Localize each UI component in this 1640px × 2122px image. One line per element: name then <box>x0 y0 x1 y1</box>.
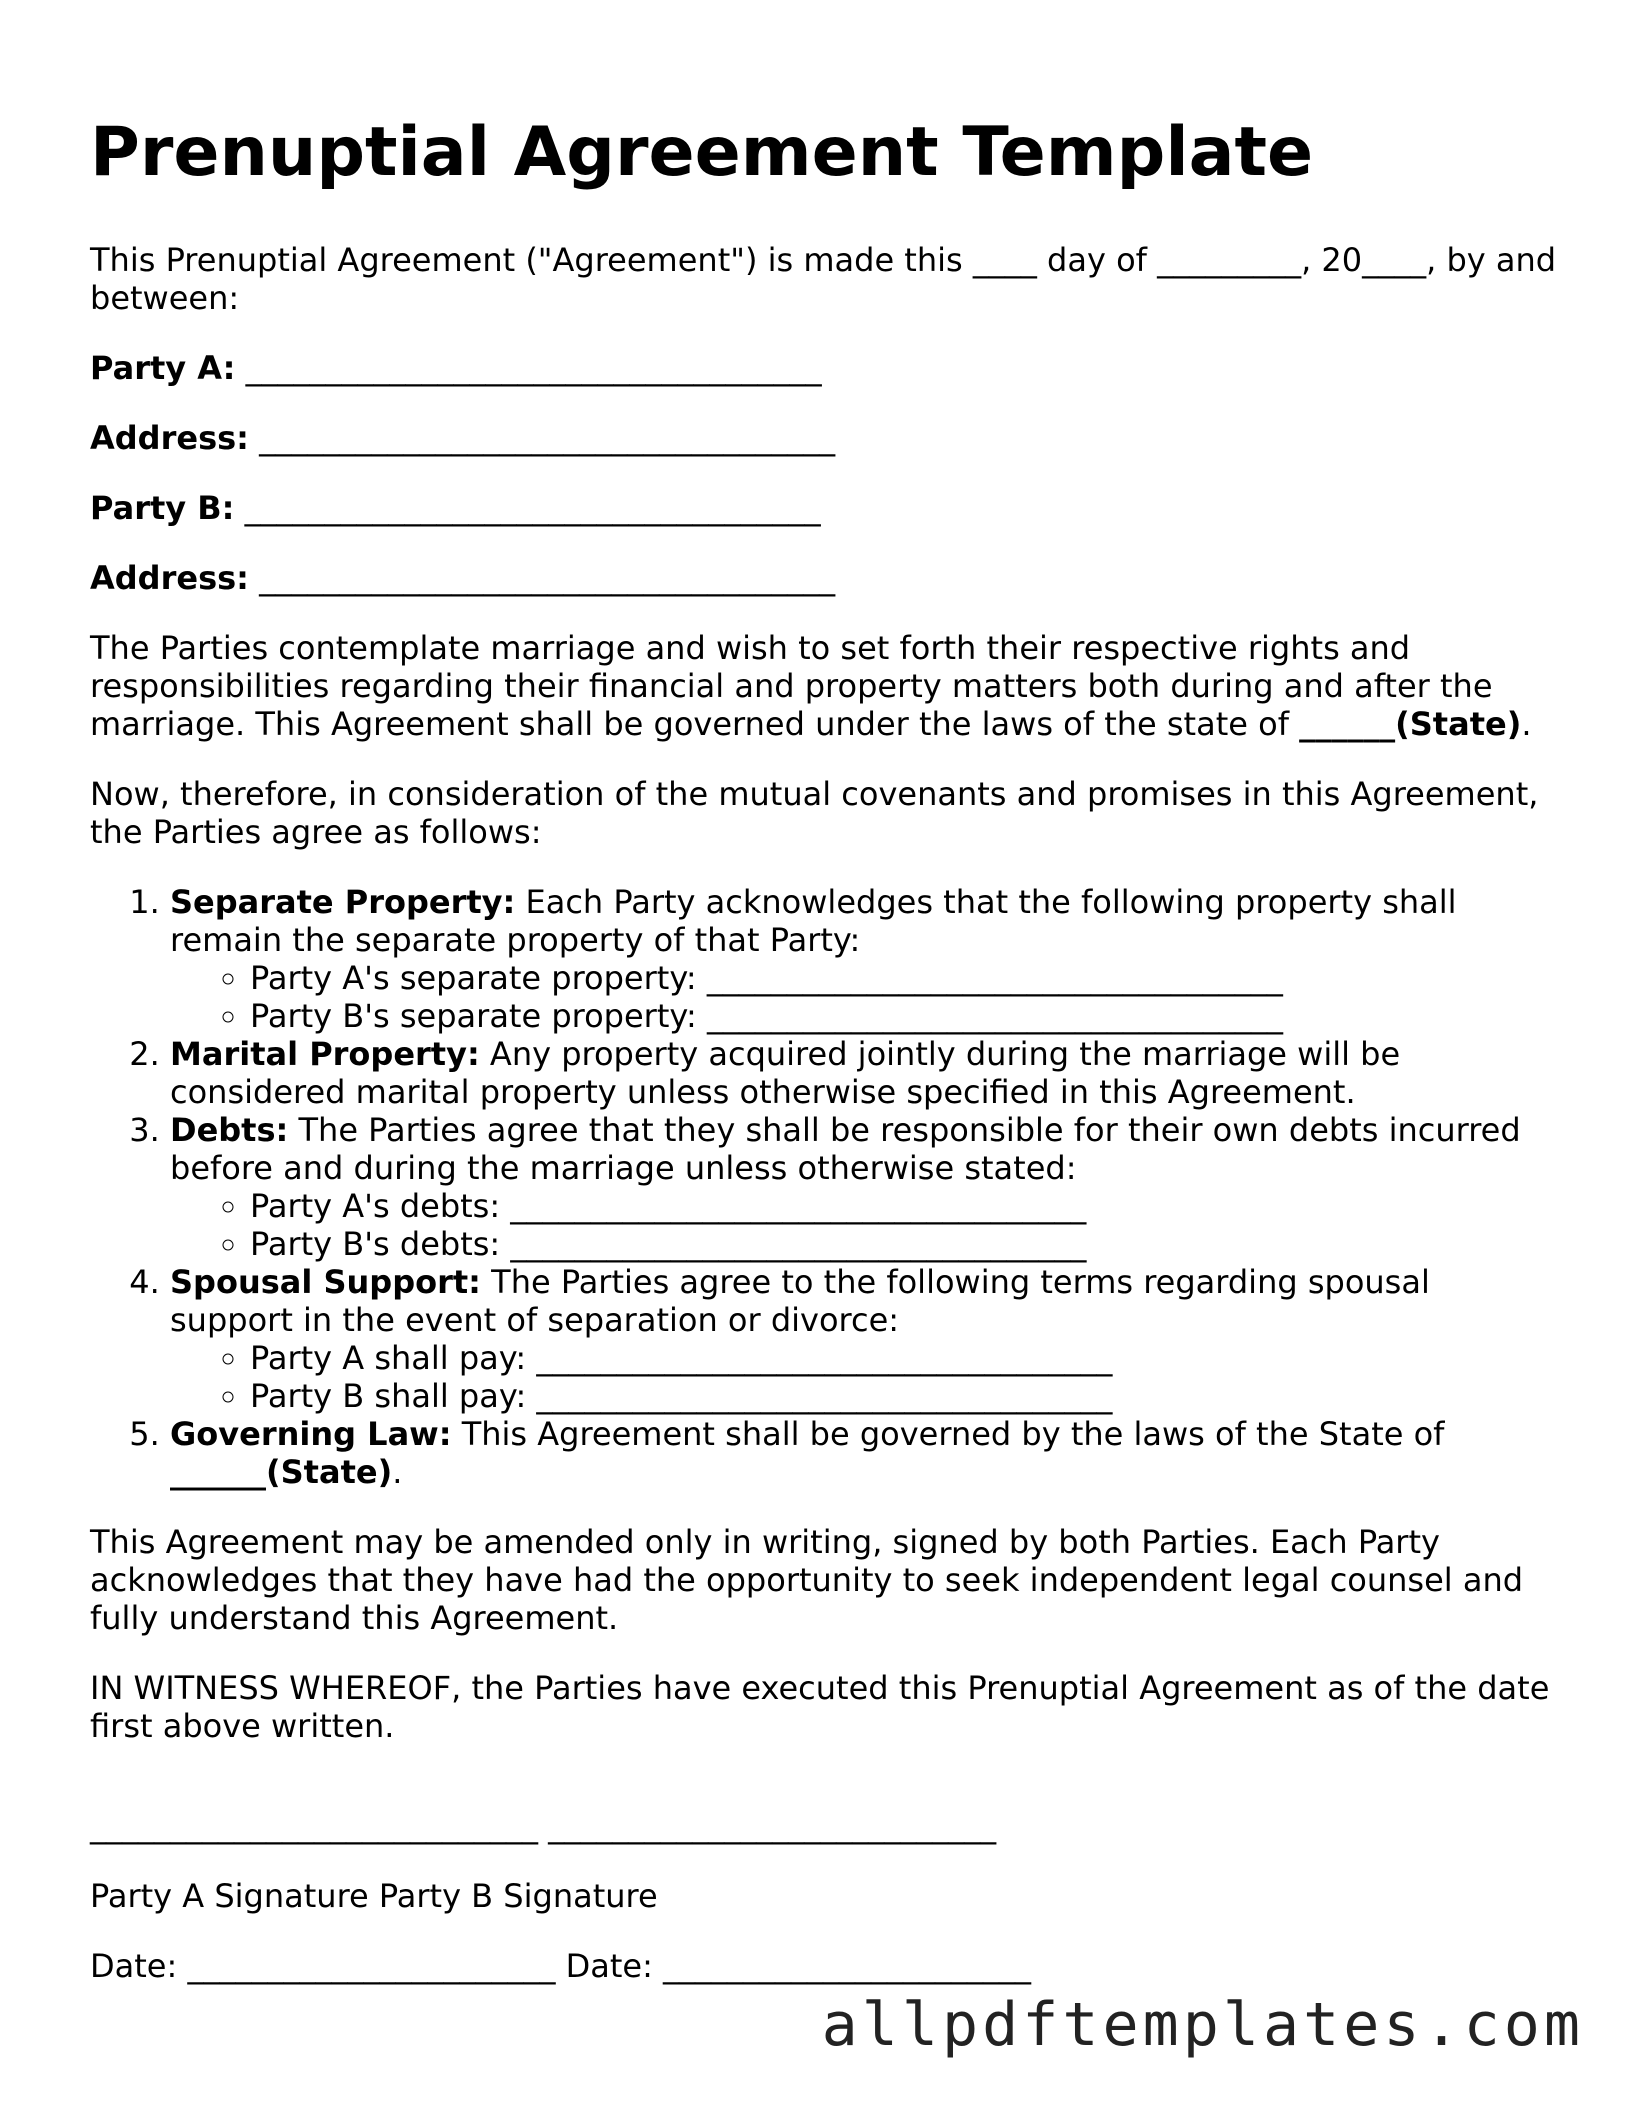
consideration-paragraph: Now, therefore, in consideration of the mutual covenants and promises in this Agreement, the Parties agree as follows: <box>90 775 1539 851</box>
clause-governing-law <box>170 1415 1560 1491</box>
party-b-field <box>90 489 1560 527</box>
party-b-blank: ____________________________________ <box>244 489 821 527</box>
clause-separate-property <box>170 883 1560 1035</box>
clause-marital-property <box>170 1035 1560 1111</box>
document-page <box>90 112 1560 2017</box>
party-b-address-blank: ____________________________________ <box>259 559 836 597</box>
party-a-address-field <box>90 419 1560 457</box>
clause-text: This Agreement shall be governed by the laws of the State of <box>451 1415 1445 1453</box>
party-b-address-label: Address: <box>90 559 249 597</box>
document-title: Prenuptial Agreement Template <box>90 113 1314 192</box>
sub-list <box>170 1187 1560 1263</box>
clause-text: The Parties agree to the following terms regarding spousal support in the event of separation or divorce: <box>170 1263 1430 1339</box>
sub-list <box>170 1339 1560 1415</box>
clause-heading: Governing Law: <box>170 1415 452 1453</box>
clause-heading: Marital Property: <box>170 1035 480 1073</box>
watermark-logo: allpdftemplates.com <box>821 1990 1584 2060</box>
party-a-blank: ____________________________________ <box>245 349 822 387</box>
clause-heading: Spousal Support: <box>170 1263 481 1301</box>
clause-text: Each Party acknowledges that the following property shall remain the separate property of that Party: <box>170 883 1457 959</box>
governing-law-state-blank: ______(State) <box>170 1453 393 1491</box>
recital-end: . <box>1521 705 1532 743</box>
party-a-label: Party A: <box>90 349 236 387</box>
sub-list <box>170 959 1560 1035</box>
sub-item: ◦ Party B shall pay: ____________________________________ <box>250 1377 1560 1415</box>
sub-item: ◦ Party B's debts: ____________________________________ <box>250 1225 1560 1263</box>
clause-text: The Parties agree that they shall be responsible for their own debts incurred before and during the marriage unless otherwise stated: <box>170 1111 1521 1187</box>
amendment-paragraph: This Agreement may be amended only in writing, signed by both Parties. Each Party acknowledges that they have had the opportunity to seek independent legal counsel and fully understand this Agreement. <box>90 1523 1524 1637</box>
clause-heading: Debts: <box>170 1111 289 1149</box>
party-a-address-blank: ____________________________________ <box>259 419 836 457</box>
party-b-label: Party B: <box>90 489 235 527</box>
signature-dates: Date: _______________________ Date: _______________________ <box>90 1947 1032 1985</box>
party-a-address-label: Address: <box>90 419 249 457</box>
recital-state-blank: ______(State) <box>1299 705 1522 743</box>
party-a-field <box>90 349 1560 387</box>
clauses-list <box>90 883 1560 1491</box>
recital-paragraph <box>90 629 1560 743</box>
clause-end: . <box>392 1453 403 1491</box>
sub-item: ◦ Party A's separate property: ____________________________________ <box>250 959 1560 997</box>
signature-labels: Party A Signature Party B Signature <box>90 1877 658 1915</box>
witness-paragraph: IN WITNESS WHEREOF, the Parties have executed this Prenuptial Agreement as of the date first above written. <box>90 1669 1550 1745</box>
clause-debts <box>170 1111 1560 1263</box>
sub-item: ◦ Party A shall pay: ____________________________________ <box>250 1339 1560 1377</box>
clause-spousal-support <box>170 1263 1560 1415</box>
clause-text: Any property acquired jointly during the marriage will be considered marital property unless otherwise specified in this Agreement. <box>170 1035 1401 1111</box>
signature-lines: ____________________________ ____________________________ <box>90 1807 997 1845</box>
intro-paragraph: This Prenuptial Agreement ("Agreement") is made this ____ day of _________, 20____, by and between: <box>90 241 1557 317</box>
sub-item: ◦ Party B's separate property: ____________________________________ <box>250 997 1560 1035</box>
recital-text: The Parties contemplate marriage and wish to set forth their respective rights and responsibilities regarding their financial and property matters both during and after the marriage. This Agreement shall be governed under the laws of the state of <box>90 629 1493 743</box>
clause-heading: Separate Property: <box>170 883 516 921</box>
party-b-address-field <box>90 559 1560 597</box>
sub-item: ◦ Party A's debts: ____________________________________ <box>250 1187 1560 1225</box>
